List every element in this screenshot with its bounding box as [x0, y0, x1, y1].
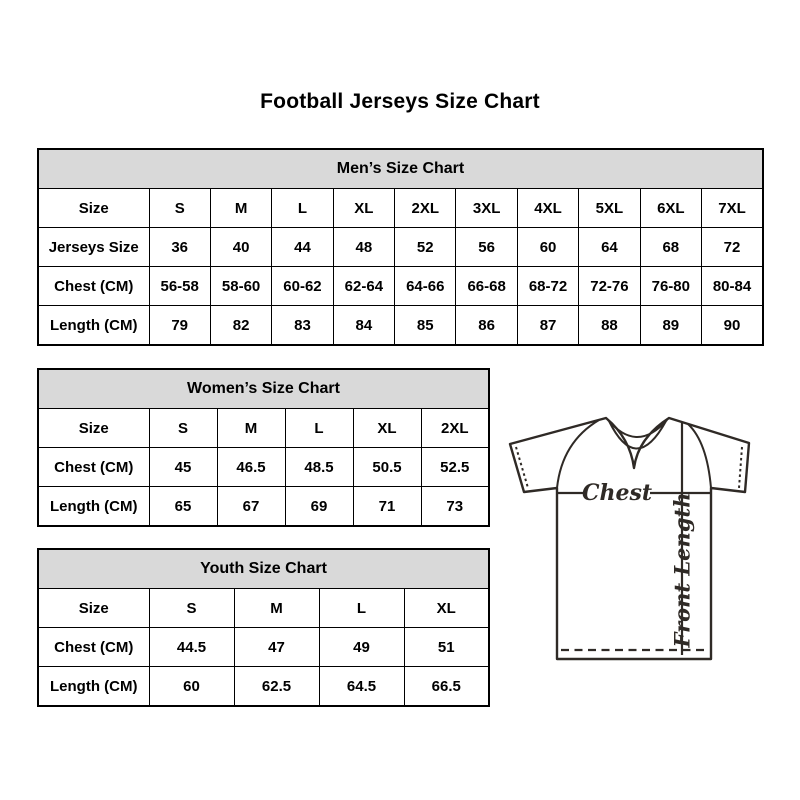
size-column-header: XL: [333, 189, 394, 228]
size-value-cell: 83: [272, 306, 333, 346]
row-label: Jerseys Size: [38, 228, 149, 267]
size-value-cell: 48: [333, 228, 394, 267]
size-value-cell: 84: [333, 306, 394, 346]
size-value-cell: 52.5: [421, 448, 489, 487]
table-row: [38, 306, 763, 346]
size-value-cell: 72-76: [579, 267, 640, 306]
row-label: Length (CM): [38, 306, 149, 346]
front-length-label: Front Length: [669, 492, 695, 648]
size-value-cell: 68: [640, 228, 701, 267]
size-value-cell: 66.5: [404, 667, 489, 707]
size-value-cell: 65: [149, 487, 217, 527]
size-value-cell: 82: [210, 306, 271, 346]
size-value-cell: 62.5: [234, 667, 319, 707]
size-value-cell: 89: [640, 306, 701, 346]
size-column-header: L: [319, 589, 404, 628]
size-value-cell: 66-68: [456, 267, 517, 306]
size-value-cell: 60: [517, 228, 578, 267]
jersey-outline: [510, 418, 749, 659]
table-row: [38, 228, 763, 267]
table-row: [38, 267, 763, 306]
row-label: Chest (CM): [38, 448, 149, 487]
size-value-cell: 71: [353, 487, 421, 527]
jersey-measurement-diagram: [500, 400, 768, 668]
size-value-cell: 64-66: [395, 267, 456, 306]
size-column-header: XL: [404, 589, 489, 628]
size-column-header: 5XL: [579, 189, 640, 228]
row-label: Length (CM): [38, 487, 149, 527]
size-column-header: S: [149, 589, 234, 628]
size-value-cell: 46.5: [217, 448, 285, 487]
size-column-header: 2XL: [421, 409, 489, 448]
collar-inner-lines: [608, 420, 667, 449]
size-value-cell: 56-58: [149, 267, 210, 306]
womens-size-table: [37, 368, 490, 527]
size-value-cell: 51: [404, 628, 489, 667]
size-column-header: L: [285, 409, 353, 448]
size-value-cell: 52: [395, 228, 456, 267]
size-value-cell: 64.5: [319, 667, 404, 707]
size-column-header: S: [149, 409, 217, 448]
size-value-cell: 58-60: [210, 267, 271, 306]
size-value-cell: 36: [149, 228, 210, 267]
size-value-cell: 79: [149, 306, 210, 346]
table-row: [38, 448, 489, 487]
size-column-header: M: [217, 409, 285, 448]
table-row: [38, 667, 489, 707]
row-label: Chest (CM): [38, 628, 149, 667]
size-value-cell: 49: [319, 628, 404, 667]
size-value-cell: 87: [517, 306, 578, 346]
size-value-cell: 47: [234, 628, 319, 667]
size-value-cell: 80-84: [702, 267, 763, 306]
size-row-label-header: Size: [38, 189, 149, 228]
size-value-cell: 44: [272, 228, 333, 267]
size-column-header: 2XL: [395, 189, 456, 228]
size-column-header: 7XL: [702, 189, 763, 228]
size-value-cell: 88: [579, 306, 640, 346]
table-title: Women’s Size Chart: [38, 369, 489, 409]
size-column-header: L: [272, 189, 333, 228]
size-value-cell: 40: [210, 228, 271, 267]
size-value-cell: 50.5: [353, 448, 421, 487]
size-value-cell: 72: [702, 228, 763, 267]
table-row: [38, 487, 489, 527]
size-value-cell: 45: [149, 448, 217, 487]
size-row-label-header: Size: [38, 409, 149, 448]
size-value-cell: 68-72: [517, 267, 578, 306]
size-value-cell: 86: [456, 306, 517, 346]
size-value-cell: 62-64: [333, 267, 394, 306]
size-column-header: M: [234, 589, 319, 628]
size-value-cell: 90: [702, 306, 763, 346]
table-title: Youth Size Chart: [38, 549, 489, 589]
size-column-header: 6XL: [640, 189, 701, 228]
size-column-header: XL: [353, 409, 421, 448]
size-value-cell: 76-80: [640, 267, 701, 306]
size-value-cell: 85: [395, 306, 456, 346]
size-value-cell: 48.5: [285, 448, 353, 487]
size-column-header: M: [210, 189, 271, 228]
table-title: Men’s Size Chart: [38, 149, 763, 189]
size-value-cell: 60-62: [272, 267, 333, 306]
size-value-cell: 69: [285, 487, 353, 527]
size-value-cell: 60: [149, 667, 234, 707]
size-value-cell: 64: [579, 228, 640, 267]
size-value-cell: 56: [456, 228, 517, 267]
youth-size-table: [37, 548, 490, 707]
size-column-header: S: [149, 189, 210, 228]
armhole-seams: [557, 420, 711, 488]
page-title: Football Jerseys Size Chart: [260, 90, 540, 113]
size-value-cell: 67: [217, 487, 285, 527]
size-column-header: 4XL: [517, 189, 578, 228]
size-column-header: 3XL: [456, 189, 517, 228]
mens-size-table: [37, 148, 764, 346]
size-row-label-header: Size: [38, 589, 149, 628]
row-label: Chest (CM): [38, 267, 149, 306]
row-label: Length (CM): [38, 667, 149, 707]
table-row: [38, 628, 489, 667]
size-value-cell: 73: [421, 487, 489, 527]
size-value-cell: 44.5: [149, 628, 234, 667]
chest-label: Chest: [581, 480, 653, 506]
